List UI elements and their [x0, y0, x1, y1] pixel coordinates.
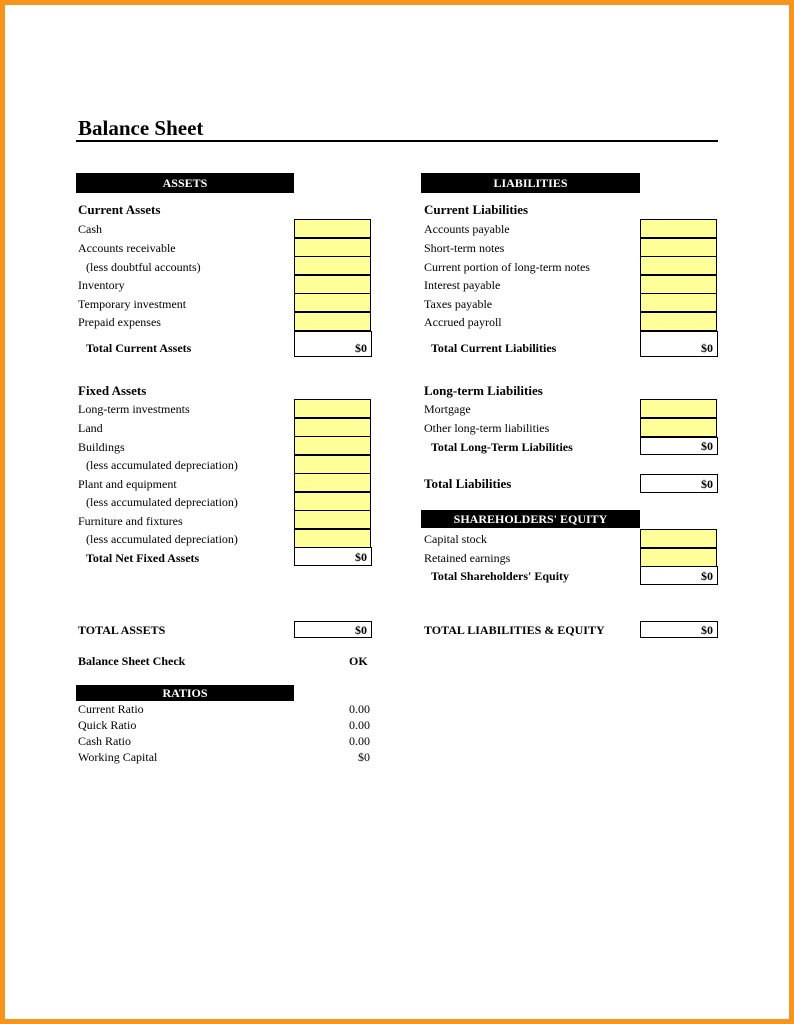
land-input[interactable]	[294, 418, 371, 437]
buildings-input[interactable]	[294, 436, 371, 455]
total-current-assets-label: Total Current Assets	[86, 341, 192, 355]
liability-label: Short-term notes	[424, 241, 505, 255]
equity-label: Capital stock	[424, 532, 487, 546]
liability-label: Accounts payable	[424, 222, 510, 236]
asset-label: Prepaid expenses	[78, 315, 161, 329]
balance-check-label: Balance Sheet Check	[78, 654, 186, 668]
asset-label: (less doubtful accounts)	[86, 260, 201, 274]
total-net-fixed-assets-label: Total Net Fixed Assets	[86, 551, 200, 565]
temporary-investment-input[interactable]	[294, 293, 371, 312]
total-current-assets-value: $0	[294, 331, 372, 357]
page-title: Balance Sheet	[78, 116, 204, 140]
ratios-header: RATIOS	[76, 685, 294, 701]
capital-stock-input[interactable]	[640, 529, 717, 548]
liabilities-header: LIABILITIES	[421, 173, 640, 193]
retained-earnings-input[interactable]	[640, 548, 717, 567]
liability-label: Interest payable	[424, 278, 501, 292]
asset-label: Accounts receivable	[78, 241, 176, 255]
other-long-term-input[interactable]	[640, 418, 717, 437]
cash-input[interactable]	[294, 219, 371, 238]
asset-label: Furniture and fixtures	[78, 514, 183, 528]
total-long-term-liabilities-value: $0	[640, 437, 718, 455]
liability-label: Accrued payroll	[424, 315, 502, 329]
mortgage-input[interactable]	[640, 399, 717, 418]
taxes-payable-input[interactable]	[640, 293, 717, 312]
liability-label: Current portion of long-term notes	[424, 260, 590, 274]
accrued-payroll-input[interactable]	[640, 312, 717, 331]
asset-label: Land	[78, 421, 103, 435]
accounts-payable-input[interactable]	[640, 219, 717, 238]
asset-label: (less accumulated depreciation)	[86, 495, 238, 509]
current-liabilities-heading: Current Liabilities	[424, 202, 529, 217]
assets-header: ASSETS	[76, 173, 294, 193]
total-assets-value: $0	[294, 621, 372, 638]
ratio-label: Working Capital	[78, 750, 158, 764]
plant-equipment-input[interactable]	[294, 473, 371, 492]
total-long-term-liabilities-label: Total Long-Term Liabilities	[431, 440, 573, 454]
asset-label: (less accumulated depreciation)	[86, 532, 238, 546]
total-current-liabilities-value: $0	[640, 331, 718, 357]
total-current-liabilities-label: Total Current Liabilities	[431, 341, 557, 355]
furniture-input[interactable]	[294, 510, 371, 529]
plant-depreciation-input[interactable]	[294, 492, 371, 511]
total-liabilities-value: $0	[640, 474, 718, 493]
accounts-receivable-input[interactable]	[294, 238, 371, 257]
current-long-term-notes-input[interactable]	[640, 256, 717, 275]
equity-label: Retained earnings	[424, 551, 511, 565]
ratio-label: Current Ratio	[78, 702, 144, 716]
buildings-depreciation-input[interactable]	[294, 455, 371, 474]
total-equity-label: Total Shareholders' Equity	[431, 569, 570, 583]
furniture-depreciation-input[interactable]	[294, 529, 371, 548]
asset-label: Temporary investment	[78, 297, 187, 311]
ratio-value: 0.00	[349, 718, 370, 732]
ratio-label: Cash Ratio	[78, 734, 131, 748]
asset-label: Cash	[78, 222, 102, 236]
ratio-value: $0	[358, 750, 370, 764]
short-term-notes-input[interactable]	[640, 238, 717, 257]
liability-label: Mortgage	[424, 402, 471, 416]
ratio-label: Quick Ratio	[78, 718, 137, 732]
interest-payable-input[interactable]	[640, 275, 717, 294]
total-assets-label: TOTAL ASSETS	[78, 623, 166, 637]
long-term-liabilities-heading: Long-term Liabilities	[424, 383, 543, 398]
equity-header: SHAREHOLDERS' EQUITY	[421, 510, 640, 528]
asset-label: Inventory	[78, 278, 125, 292]
title-rule	[76, 140, 718, 142]
total-net-fixed-assets-value: $0	[294, 547, 372, 566]
fixed-assets-heading: Fixed Assets	[78, 383, 147, 398]
total-liab-equity-label: TOTAL LIABILITIES & EQUITY	[424, 623, 605, 637]
asset-label: Buildings	[78, 440, 125, 454]
liability-label: Other long-term liabilities	[424, 421, 550, 435]
liability-label: Taxes payable	[424, 297, 493, 311]
total-liabilities-label: Total Liabilities	[424, 476, 512, 491]
current-assets-heading: Current Assets	[78, 202, 161, 217]
ratio-value: 0.00	[349, 702, 370, 716]
ratio-value: 0.00	[349, 734, 370, 748]
balance-check-value: OK	[349, 654, 368, 668]
prepaid-expenses-input[interactable]	[294, 312, 371, 331]
asset-label: Long-term investments	[78, 402, 190, 416]
asset-label: Plant and equipment	[78, 477, 177, 491]
total-liab-equity-value: $0	[640, 621, 718, 638]
long-term-investments-input[interactable]	[294, 399, 371, 418]
inventory-input[interactable]	[294, 275, 371, 294]
asset-label: (less accumulated depreciation)	[86, 458, 238, 472]
total-equity-value: $0	[640, 566, 718, 585]
doubtful-accounts-input[interactable]	[294, 256, 371, 275]
